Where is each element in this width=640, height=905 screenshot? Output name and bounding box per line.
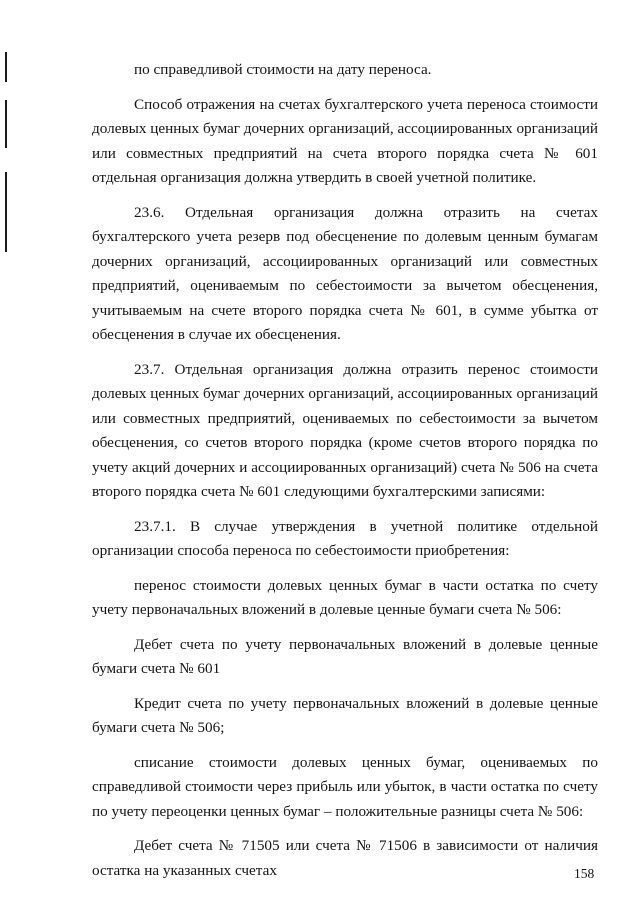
margin-mark: [5, 172, 7, 252]
paragraph: по справедливой стоимости на дату переноса.: [134, 61, 432, 78]
paragraph: перенос стоимости долевых ценных бумаг в части остатка по счету учету первоначальных вложений в долевые ценные бумаги счета № 506:: [92, 576, 598, 618]
margin-mark: [5, 52, 7, 82]
paragraph: списание стоимости долевых ценных бумаг, оцениваемых по справедливой стоимости через прибыль или убыток, в части остатка по счету по учету переоценки ценных бумаг – положительные разницы счета № 506:: [92, 753, 598, 820]
paragraph: 23.7. Отдельная организация должна отразить перенос стоимости долевых ценных бумаг дочерних организаций, ассоциированных организаций или совместных предприятий, оцениваемых по себестоимости за вычетом обесценения, со счетов второго порядка (кроме счетов второго порядка по учету акций дочерних и ассоциированных организаций) счета № 506 на счета второго порядка счета № 601 следующими бухгалтерскими записями:: [92, 360, 598, 500]
document-body: [92, 58, 598, 893]
page-number: 158: [574, 866, 595, 881]
paragraph: Кредит счета по учету первоначальных вложений в долевые ценные бумаги счета № 506;: [92, 694, 598, 736]
paragraph: Способ отражения на счетах бухгалтерского учета переноса стоимости долевых ценных бумаг дочерних организаций, ассоциированных организаций или совместных предприятий на счета второго порядка счета № 601 отдельная организация должна утвердить в своей учетной политике.: [92, 95, 598, 186]
paragraph: 23.7.1. В случае утверждения в учетной политике отдельной организации способа переноса по себестоимости приобретения:: [92, 517, 598, 559]
paragraph: 23.6. Отдельная организация должна отразить на счетах бухгалтерского учета резерв под обесценение по долевым ценным бумагам дочерних организаций, ассоциированных организаций или совместных предприятий, оцениваемым по себестоимости за вычетом обесценения, учитываемым на счете второго порядка счета № 601, в сумме убытка от обесценения в случае их обесценения.: [92, 203, 598, 343]
paragraph: Дебет счета № 71505 или счета № 71506 в зависимости от наличия остатка на указанных счетах: [92, 837, 598, 879]
margin-mark: [5, 100, 7, 148]
paragraph: Дебет счета по учету первоначальных вложений в долевые ценные бумаги счета № 601: [92, 635, 598, 677]
